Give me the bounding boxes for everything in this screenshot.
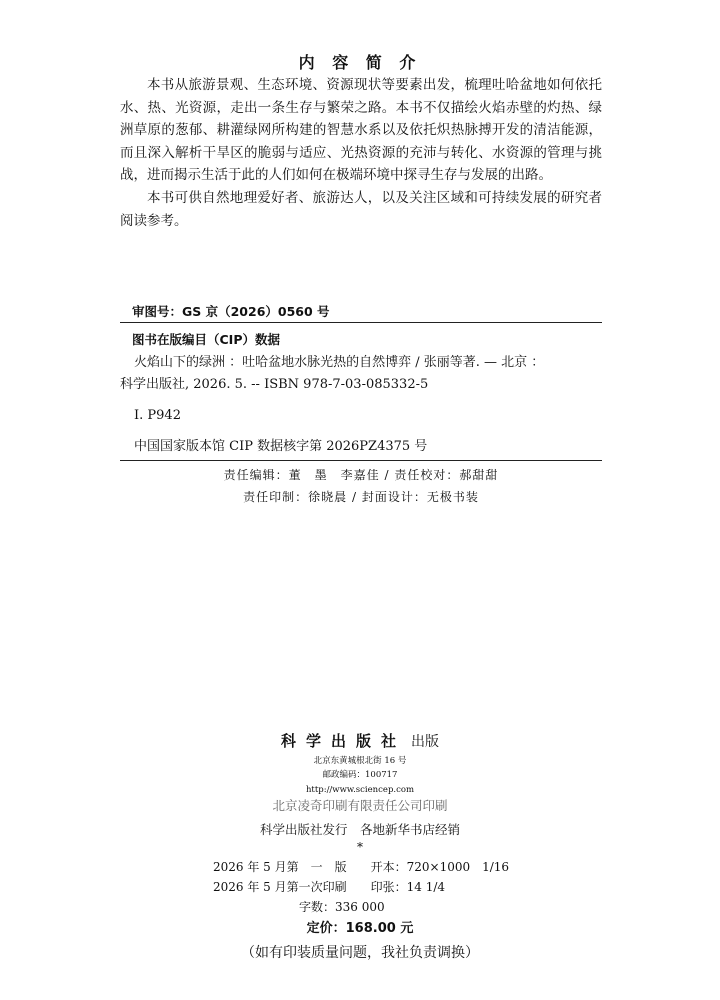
staff-credits: 责任印制：徐晓晨 / 封面设计：无极书装: [243, 490, 479, 504]
cip-heading: 图书在版编目（CIP）数据: [132, 332, 280, 347]
divider: [120, 322, 602, 323]
page-title: 内 容 简 介: [298, 53, 422, 72]
cip-entry-line: 科学出版社, 2026. 5. -- ISBN 978-7-03-085332-5: [120, 377, 429, 392]
staff-credits: 责任编辑：董 墨 李嘉佳 / 责任校对：郝甜甜: [223, 468, 499, 482]
cip-record-number: 中国国家版本馆 CIP 数据核字第 2026PZ4375 号: [134, 439, 428, 454]
publisher-address: 北京东黄城根北街 16 号: [313, 756, 407, 766]
divider: [120, 460, 602, 461]
separator-mark: *: [357, 840, 363, 854]
publisher-imprint: [0, 730, 720, 751]
publisher-website: http://www.sciencep.com: [305, 785, 415, 795]
edition-info: 2026 年 5 月第一次印刷 印张：14 1/4: [213, 880, 446, 894]
publisher-postcode: 邮政编码：100717: [322, 770, 398, 780]
intro-paragraph: 本书从旅游景观、生态环境、资源现状等要素出发，梳理吐哈盆地如何依托水、热、光资源，走出一条生存与繁荣之路。本书不仅描绘火焰赤壁的灼热、绿洲草原的葱郁、耕灌绿网所构建的智慧水系以及依托炽热脉搏开发的清洁能源，而且深入解析干旱区的脆弱与适应、光热资源的充沛与转化、水资源的管理与挑战，进而揭示生活于此的人们如何在极端环境中探寻生存与发展的出路。: [120, 77, 602, 184]
intro-text: [120, 74, 602, 232]
distribution: 科学出版社发行 各地新华书店经销: [259, 822, 460, 837]
price: 定价：168.00 元: [306, 921, 414, 936]
cip-classification: Ⅰ. P942: [134, 408, 181, 423]
quality-notice: （如有印装质量问题，我社负责调换）: [241, 945, 479, 961]
cip-entry-line: 火焰山下的绿洲 ：吐哈盆地水脉光热的自然博弈 / 张丽等著. — 北京 ：: [134, 355, 545, 370]
word-count: 字数：336 000: [299, 900, 385, 914]
publisher-logo: 科学出版社: [280, 732, 406, 750]
map-approval-number: 审图号：GS 京（2026）0560 号: [132, 304, 330, 319]
printer: 北京凌奇印刷有限责任公司印刷: [272, 798, 448, 813]
intro-paragraph: 本书可供自然地理爱好者、旅游达人，以及关注区域和可持续发展的研究者阅读参考。: [120, 189, 602, 229]
published-label: 出版: [411, 734, 440, 750]
edition-info: 2026 年 5 月第 一 版 开本：720×1000 1/16: [213, 860, 510, 874]
